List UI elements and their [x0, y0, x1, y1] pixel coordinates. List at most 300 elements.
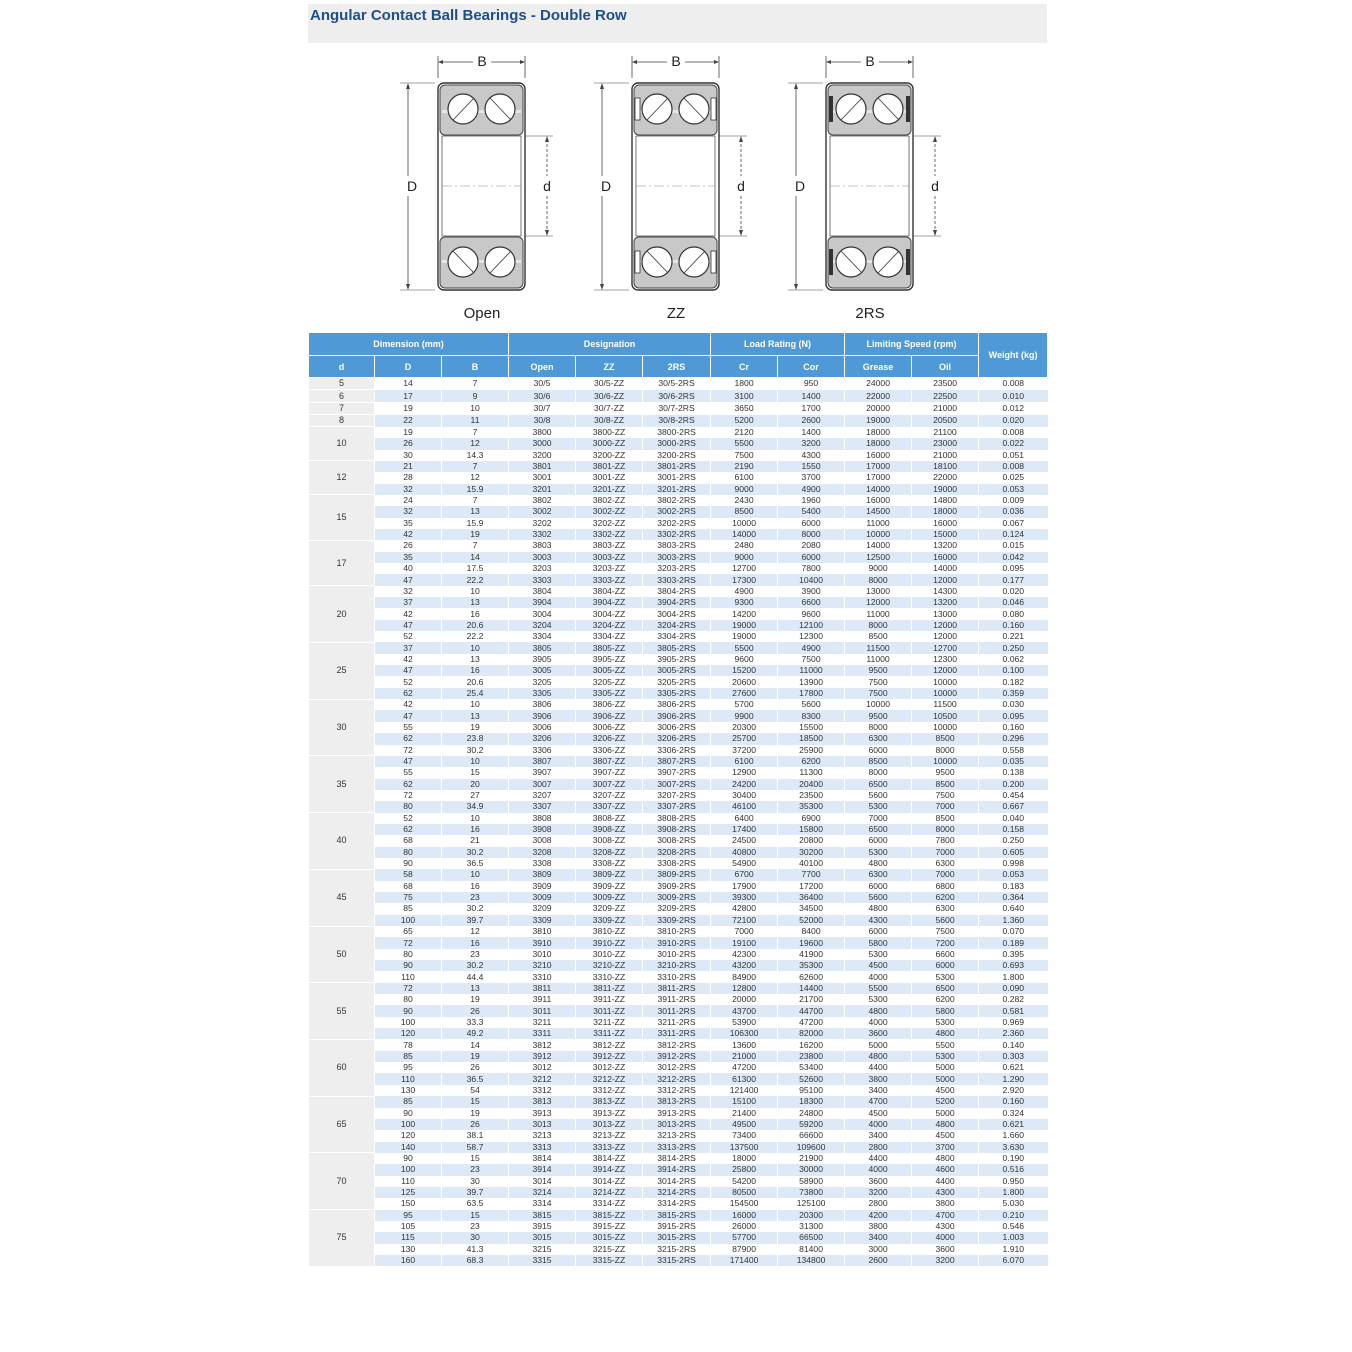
cell-b: 15 — [442, 1153, 509, 1164]
group-header-speed: Limiting Speed (rpm) — [845, 333, 979, 356]
cell-cr: 3650 — [711, 402, 778, 414]
cell-cor: 17800 — [778, 688, 845, 699]
cell-2rs: 30/8-2RS — [643, 415, 711, 427]
cell-oil: 4300 — [912, 1187, 979, 1198]
cell-b: 13 — [442, 983, 509, 994]
cell-grease: 4200 — [845, 1210, 912, 1221]
cell-cor: 13900 — [778, 676, 845, 687]
cell-open: 3313 — [509, 1142, 576, 1153]
cell-b: 30.2 — [442, 903, 509, 914]
cell-cor: 23800 — [778, 1051, 845, 1062]
cell-b: 10 — [442, 869, 509, 880]
cell-weight: 0.030 — [979, 699, 1048, 710]
cell-weight: 0.160 — [979, 1096, 1048, 1107]
cell-2rs: 3206-2RS — [643, 733, 711, 744]
cell-2rs: 3211-2RS — [643, 1017, 711, 1028]
cell-d: 30 — [375, 450, 442, 461]
cell-cr: 2120 — [711, 427, 778, 438]
cell-zz: 3212-ZZ — [576, 1073, 643, 1084]
cell-oil: 6500 — [912, 983, 979, 994]
table-row — [309, 699, 1048, 710]
cell-cor: 134800 — [778, 1255, 845, 1266]
table-row — [309, 642, 1048, 653]
cell-cor: 8000 — [778, 529, 845, 540]
cell-weight: 0.140 — [979, 1039, 1048, 1050]
cell-weight: 5.030 — [979, 1198, 1048, 1209]
cell-d: 35 — [309, 756, 375, 813]
cell-b: 10 — [442, 642, 509, 653]
column-header-zz: ZZ — [576, 356, 643, 378]
cell-open: 3808 — [509, 813, 576, 824]
cell-cr: 20000 — [711, 994, 778, 1005]
cell-open: 3910 — [509, 937, 576, 948]
cell-2rs: 3310-2RS — [643, 971, 711, 982]
cell-cr: 37200 — [711, 745, 778, 756]
cell-open: 3813 — [509, 1096, 576, 1107]
cell-zz: 3009-ZZ — [576, 892, 643, 903]
cell-oil: 8000 — [912, 745, 979, 756]
cell-b: 30.2 — [442, 960, 509, 971]
cell-open: 3205 — [509, 676, 576, 687]
cell-oil: 7500 — [912, 790, 979, 801]
cell-grease: 9500 — [845, 710, 912, 721]
cell-b: 23 — [442, 892, 509, 903]
table-row — [309, 756, 1048, 767]
cell-grease: 17000 — [845, 461, 912, 472]
cell-weight: 0.364 — [979, 892, 1048, 903]
cell-d: 25 — [309, 642, 375, 699]
cell-open: 3208 — [509, 847, 576, 858]
cell-cor: 1400 — [778, 427, 845, 438]
cell-weight: 0.008 — [979, 461, 1048, 472]
cell-2rs: 3012-2RS — [643, 1062, 711, 1073]
cell-b: 20.6 — [442, 676, 509, 687]
cell-oil: 18000 — [912, 506, 979, 517]
cell-zz: 3007-ZZ — [576, 779, 643, 790]
cell-cor: 5400 — [778, 506, 845, 517]
cell-zz: 3214-ZZ — [576, 1187, 643, 1198]
cell-cr: 21000 — [711, 1051, 778, 1062]
cell-oil: 8500 — [912, 779, 979, 790]
cell-d: 15 — [309, 495, 375, 540]
cell-grease: 16000 — [845, 450, 912, 461]
cell-d: 47 — [375, 665, 442, 676]
cell-weight: 0.053 — [979, 869, 1048, 880]
cell-cor: 12300 — [778, 631, 845, 642]
cell-oil: 7800 — [912, 835, 979, 846]
cell-cor: 35300 — [778, 960, 845, 971]
cell-cor: 36400 — [778, 892, 845, 903]
cell-d: 19 — [375, 427, 442, 438]
cell-b: 12 — [442, 926, 509, 937]
cell-grease: 8500 — [845, 756, 912, 767]
cell-d: 90 — [375, 1108, 442, 1119]
cell-cr: 5200 — [711, 415, 778, 427]
cell-cr: 7000 — [711, 926, 778, 937]
cell-oil: 3600 — [912, 1244, 979, 1255]
cell-zz: 3011-ZZ — [576, 1005, 643, 1016]
cell-b: 33.3 — [442, 1017, 509, 1028]
cell-weight: 0.138 — [979, 767, 1048, 778]
cell-zz: 3911-ZZ — [576, 994, 643, 1005]
cell-oil: 7200 — [912, 937, 979, 948]
cell-zz: 3804-ZZ — [576, 586, 643, 597]
cell-grease: 5600 — [845, 892, 912, 903]
cell-b: 7 — [442, 495, 509, 506]
cell-open: 3806 — [509, 699, 576, 710]
cell-cr: 46100 — [711, 801, 778, 812]
cell-zz: 3912-ZZ — [576, 1051, 643, 1062]
cell-grease: 5000 — [845, 1039, 912, 1050]
cell-2rs: 3308-2RS — [643, 858, 711, 869]
cell-2rs: 3815-2RS — [643, 1210, 711, 1221]
cell-d: 85 — [375, 1051, 442, 1062]
cell-d: 110 — [375, 971, 442, 982]
cell-oil: 6200 — [912, 892, 979, 903]
cell-oil: 16000 — [912, 518, 979, 529]
cell-grease: 2800 — [845, 1198, 912, 1209]
group-header-dimension: Dimension (mm) — [309, 333, 509, 356]
cell-zz: 3908-ZZ — [576, 824, 643, 835]
cell-zz: 3813-ZZ — [576, 1096, 643, 1107]
cell-open: 3905 — [509, 654, 576, 665]
cell-b: 30.2 — [442, 847, 509, 858]
cell-cor: 6000 — [778, 552, 845, 563]
cell-grease: 6000 — [845, 835, 912, 846]
cell-2rs: 3800-2RS — [643, 427, 711, 438]
cell-2rs: 3814-2RS — [643, 1153, 711, 1164]
cell-weight: 0.012 — [979, 402, 1048, 414]
cell-b: 30 — [442, 1232, 509, 1243]
cell-d: 42 — [375, 529, 442, 540]
cell-cor: 2600 — [778, 415, 845, 427]
cell-b: 7 — [442, 378, 509, 390]
cell-d: 90 — [375, 1153, 442, 1164]
cell-2rs: 3803-2RS — [643, 540, 711, 551]
cell-grease: 4000 — [845, 1017, 912, 1028]
cell-zz: 3207-ZZ — [576, 790, 643, 801]
cell-open: 3206 — [509, 733, 576, 744]
cell-weight: 0.036 — [979, 506, 1048, 517]
cell-cr: 17900 — [711, 881, 778, 892]
cell-2rs: 3006-2RS — [643, 722, 711, 733]
cell-cr: 73400 — [711, 1130, 778, 1141]
cell-2rs: 3807-2RS — [643, 756, 711, 767]
cell-b: 15 — [442, 1210, 509, 1221]
cell-weight: 0.605 — [979, 847, 1048, 858]
cell-grease: 9500 — [845, 665, 912, 676]
cell-b: 44.4 — [442, 971, 509, 982]
cell-cr: 5700 — [711, 699, 778, 710]
cell-grease: 4800 — [845, 858, 912, 869]
cell-cor: 1550 — [778, 461, 845, 472]
cell-d: 68 — [375, 881, 442, 892]
cell-cr: 16000 — [711, 1210, 778, 1221]
cell-b: 49.2 — [442, 1028, 509, 1039]
cell-oil: 12300 — [912, 654, 979, 665]
cell-oil: 10000 — [912, 722, 979, 733]
cell-cor: 30000 — [778, 1164, 845, 1175]
cell-b: 58.7 — [442, 1142, 509, 1153]
table-row — [309, 540, 1048, 551]
column-header-b: B — [442, 356, 509, 378]
cell-open: 3010 — [509, 949, 576, 960]
cell-2rs: 3205-2RS — [643, 676, 711, 687]
cell-zz: 3200-ZZ — [576, 450, 643, 461]
cell-d: 42 — [375, 608, 442, 619]
table-row — [309, 1085, 1048, 1096]
cell-open: 3004 — [509, 608, 576, 619]
cell-oil: 9500 — [912, 767, 979, 778]
cell-d: 120 — [375, 1028, 442, 1039]
cell-weight: 0.250 — [979, 642, 1048, 653]
cell-2rs: 3202-2RS — [643, 518, 711, 529]
group-header-load: Load Rating (N) — [711, 333, 845, 356]
cell-d: 115 — [375, 1232, 442, 1243]
cell-weight: 0.020 — [979, 415, 1048, 427]
cell-weight: 0.183 — [979, 881, 1048, 892]
cell-cor: 125100 — [778, 1198, 845, 1209]
bearing-diagrams — [395, 48, 965, 333]
bearing-zz — [594, 53, 747, 322]
cell-open: 3800 — [509, 427, 576, 438]
table-row — [309, 484, 1048, 495]
cell-2rs: 3806-2RS — [643, 699, 711, 710]
group-header-designation: Designation — [509, 333, 711, 356]
cell-grease: 3400 — [845, 1085, 912, 1096]
cell-b: 38.1 — [442, 1130, 509, 1141]
cell-zz: 3808-ZZ — [576, 813, 643, 824]
cell-cor: 24800 — [778, 1108, 845, 1119]
cell-cor: 20400 — [778, 779, 845, 790]
cell-d: 80 — [375, 949, 442, 960]
cell-cr: 17300 — [711, 574, 778, 585]
cell-d: 100 — [375, 1119, 442, 1130]
cell-2rs: 3212-2RS — [643, 1073, 711, 1084]
cell-weight: 0.042 — [979, 552, 1048, 563]
cell-zz: 3015-ZZ — [576, 1232, 643, 1243]
cell-cr: 5500 — [711, 438, 778, 449]
cell-weight: 0.158 — [979, 824, 1048, 835]
cell-d: 62 — [375, 733, 442, 744]
cell-oil: 7000 — [912, 847, 979, 858]
cell-grease: 6500 — [845, 779, 912, 790]
cell-oil: 5300 — [912, 1017, 979, 1028]
d-inner-label: d — [931, 178, 939, 194]
cell-oil: 4600 — [912, 1164, 979, 1175]
table-row — [309, 983, 1048, 994]
cell-zz: 3306-ZZ — [576, 745, 643, 756]
cell-zz: 3013-ZZ — [576, 1119, 643, 1130]
cell-cr: 14000 — [711, 529, 778, 540]
table-row — [309, 563, 1048, 574]
cell-weight: 0.546 — [979, 1221, 1048, 1232]
table-row — [309, 813, 1048, 824]
cell-weight: 0.221 — [979, 631, 1048, 642]
cell-cor: 4900 — [778, 642, 845, 653]
cell-grease: 6500 — [845, 824, 912, 835]
cell-cr: 9000 — [711, 484, 778, 495]
cell-b: 36.5 — [442, 1073, 509, 1084]
cell-b: 23 — [442, 1221, 509, 1232]
table-row — [309, 620, 1048, 631]
cell-weight: 1.003 — [979, 1232, 1048, 1243]
cell-open: 3007 — [509, 779, 576, 790]
cell-zz: 3213-ZZ — [576, 1130, 643, 1141]
table-body — [309, 378, 1048, 1267]
cell-open: 3011 — [509, 1005, 576, 1016]
cell-cr: 10000 — [711, 518, 778, 529]
cell-d: 12 — [309, 461, 375, 495]
column-header-d-inner: d — [309, 356, 375, 378]
cell-2rs: 3809-2RS — [643, 869, 711, 880]
table-row — [309, 1062, 1048, 1073]
d-inner-label: d — [737, 178, 745, 194]
cell-grease: 20000 — [845, 402, 912, 414]
cell-b: 9 — [442, 390, 509, 402]
cell-cr: 87900 — [711, 1244, 778, 1255]
cell-zz: 3915-ZZ — [576, 1221, 643, 1232]
cell-grease: 14500 — [845, 506, 912, 517]
cell-weight: 0.008 — [979, 378, 1048, 390]
cell-2rs: 3911-2RS — [643, 994, 711, 1005]
cell-open: 3807 — [509, 756, 576, 767]
cell-open: 3314 — [509, 1198, 576, 1209]
cell-d: 47 — [375, 620, 442, 631]
cell-2rs: 3010-2RS — [643, 949, 711, 960]
cell-grease: 24000 — [845, 378, 912, 390]
cell-d: 110 — [375, 1073, 442, 1084]
cell-oil: 6200 — [912, 994, 979, 1005]
cell-weight: 0.053 — [979, 484, 1048, 495]
table-row — [309, 1142, 1048, 1153]
cell-d: 8 — [309, 415, 375, 427]
cell-weight: 6.070 — [979, 1255, 1048, 1266]
cell-b: 27 — [442, 790, 509, 801]
column-header-cr: Cr — [711, 356, 778, 378]
cell-grease: 4400 — [845, 1062, 912, 1073]
cell-2rs: 3208-2RS — [643, 847, 711, 858]
cell-zz: 3308-ZZ — [576, 858, 643, 869]
cell-cor: 40100 — [778, 858, 845, 869]
cell-cr: 54900 — [711, 858, 778, 869]
cell-b: 17.5 — [442, 563, 509, 574]
cell-grease: 11000 — [845, 608, 912, 619]
table-row — [309, 926, 1048, 937]
cell-oil: 7500 — [912, 926, 979, 937]
cell-cr: 25700 — [711, 733, 778, 744]
cell-d: 52 — [375, 813, 442, 824]
cell-b: 15.9 — [442, 518, 509, 529]
cell-oil: 4700 — [912, 1210, 979, 1221]
cell-zz: 3907-ZZ — [576, 767, 643, 778]
cell-grease: 11000 — [845, 518, 912, 529]
cell-d: 120 — [375, 1130, 442, 1141]
cell-b: 63.5 — [442, 1198, 509, 1209]
cell-grease: 5300 — [845, 847, 912, 858]
cell-weight: 0.693 — [979, 960, 1048, 971]
cell-d: 75 — [309, 1210, 375, 1267]
table-row — [309, 994, 1048, 1005]
cell-2rs: 3209-2RS — [643, 903, 711, 914]
cell-cr: 80500 — [711, 1187, 778, 1198]
cell-cor: 6600 — [778, 597, 845, 608]
cell-open: 3914 — [509, 1164, 576, 1175]
cell-zz: 3310-ZZ — [576, 971, 643, 982]
cell-b: 7 — [442, 461, 509, 472]
cell-open: 3311 — [509, 1028, 576, 1039]
column-header-cor: Cor — [778, 356, 845, 378]
cell-cor: 14400 — [778, 983, 845, 994]
cell-d: 140 — [375, 1142, 442, 1153]
cell-zz: 3904-ZZ — [576, 597, 643, 608]
cell-grease: 12000 — [845, 597, 912, 608]
cell-cr: 26000 — [711, 1221, 778, 1232]
cell-grease: 12500 — [845, 552, 912, 563]
cell-cr: 2190 — [711, 461, 778, 472]
cell-2rs: 3302-2RS — [643, 529, 711, 540]
cell-oil: 5200 — [912, 1096, 979, 1107]
cell-zz: 3312-ZZ — [576, 1085, 643, 1096]
cell-oil: 12000 — [912, 631, 979, 642]
cell-d: 68 — [375, 835, 442, 846]
cell-open: 3006 — [509, 722, 576, 733]
cell-d: 65 — [309, 1096, 375, 1153]
cell-weight: 0.020 — [979, 586, 1048, 597]
cell-grease: 7500 — [845, 688, 912, 699]
cell-cor: 19600 — [778, 937, 845, 948]
cell-d: 75 — [375, 892, 442, 903]
cell-oil: 15000 — [912, 529, 979, 540]
cell-cor: 82000 — [778, 1028, 845, 1039]
cell-b: 15.9 — [442, 484, 509, 495]
cell-weight: 0.296 — [979, 733, 1048, 744]
cell-cr: 14200 — [711, 608, 778, 619]
cell-cor: 18500 — [778, 733, 845, 744]
cell-cor: 23500 — [778, 790, 845, 801]
cell-oil: 19000 — [912, 484, 979, 495]
cell-open: 3207 — [509, 790, 576, 801]
d-outer-label: D — [406, 178, 418, 194]
cell-zz: 3905-ZZ — [576, 654, 643, 665]
cell-open: 3801 — [509, 461, 576, 472]
cell-zz: 30/8-ZZ — [576, 415, 643, 427]
cell-cr: 30400 — [711, 790, 778, 801]
title-bar — [308, 4, 1047, 43]
cell-cor: 31300 — [778, 1221, 845, 1232]
bearing-2rs — [788, 53, 941, 322]
cell-zz: 3814-ZZ — [576, 1153, 643, 1164]
cell-open: 3909 — [509, 881, 576, 892]
cell-d: 58 — [375, 869, 442, 880]
cell-2rs: 3311-2RS — [643, 1028, 711, 1039]
cell-weight: 0.190 — [979, 1153, 1048, 1164]
cell-cor: 4300 — [778, 450, 845, 461]
cell-oil: 6000 — [912, 960, 979, 971]
cell-d: 6 — [309, 390, 375, 402]
cell-weight: 0.070 — [979, 926, 1048, 937]
cell-cor: 5600 — [778, 699, 845, 710]
cell-2rs: 3003-2RS — [643, 552, 711, 563]
cell-grease: 5300 — [845, 801, 912, 812]
cell-open: 3906 — [509, 710, 576, 721]
cell-b: 16 — [442, 665, 509, 676]
cell-weight: 0.177 — [979, 574, 1048, 585]
cell-cr: 49500 — [711, 1119, 778, 1130]
cell-grease: 4000 — [845, 1119, 912, 1130]
table-row — [309, 745, 1048, 756]
table-row — [309, 779, 1048, 790]
